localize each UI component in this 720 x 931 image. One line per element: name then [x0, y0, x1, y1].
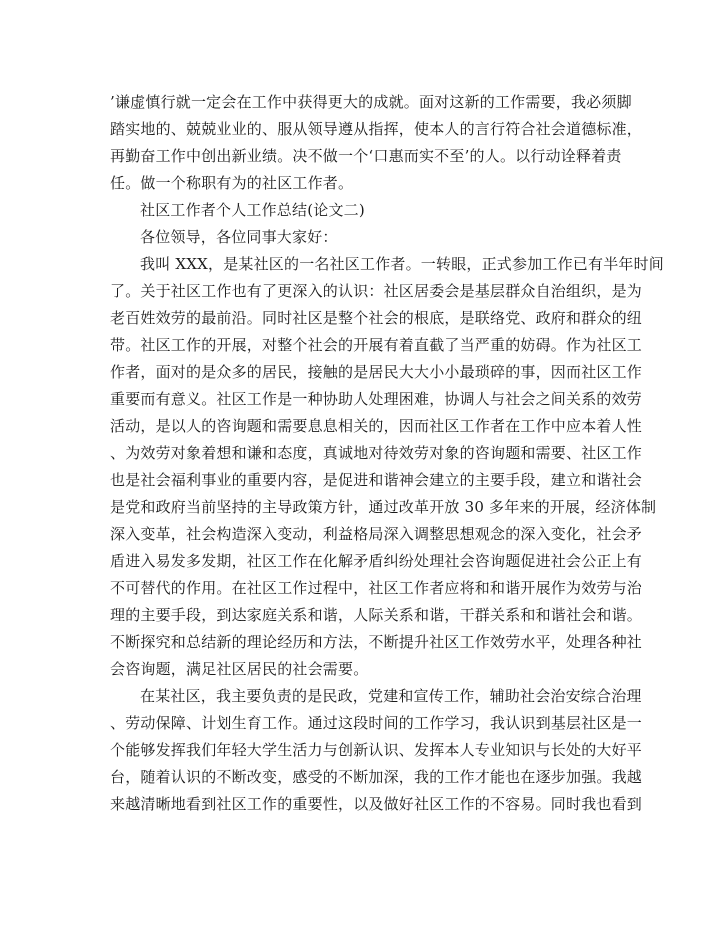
text-line: 不断探究和总结新的理论经历和方法，不断提升社区工作效劳水平，处理各种社 — [110, 633, 643, 651]
text-line: 任。做一个称职有为的社区工作者。 — [110, 174, 354, 192]
section-heading: 社区工作者个人工作总结(论文二) — [140, 201, 365, 219]
text-line: 个能够发挥我们年轻大学生活力与创新认识、发挥本人专业知识与长处的大好平 — [110, 741, 643, 759]
text-line: 踏实地的、兢兢业业的、服从领导遵从指挥，使本人的言行符合社会道德标准， — [110, 120, 643, 138]
text-line: 不可替代的作用。在社区工作过程中，社区工作者应将和和谐开展作为效劳与治 — [110, 579, 643, 597]
text-line: 带。社区工作的开展，对整个社会的开展有着直截了当严重的妨碍。作为社区工 — [110, 336, 643, 354]
text-line: 台，随着认识的不断改变，感受的不断加深，我的工作才能也在逐步加强。我越 — [110, 768, 643, 786]
text-line: 活动，是以人的咨询题和需要息息相关的，因而社区工作者在工作中应本着人性 — [110, 417, 643, 435]
text-line: 盾进入易发多发期，社区工作在化解矛盾纠纷处理社会咨询题促进社会公正上有 — [110, 552, 643, 570]
text-line: ’谦虚慎行就一定会在工作中获得更大的成就。面对这新的工作需要，我必须脚 — [110, 93, 632, 111]
text-line: 了。关于社区工作也有了更深入的认识：社区居委会是基层群众自治组织，是为 — [110, 282, 643, 300]
text-line: 老百姓效劳的最前沿。同时社区是整个社会的根底，是联络党、政府和群众的纽 — [110, 309, 643, 327]
text-line: 重要而有意义。社区工作是一种协助人处理困难，协调人与社会之间关系的效劳 — [110, 390, 643, 408]
text-line: 理的主要手段，到达家庭关系和谐，人际关系和谐，干群关系和和谐社会和谐。 — [110, 606, 643, 624]
text-line: 作者，面对的是众多的居民，接触的是居民大大小小最琐碎的事，因而社区工作 — [110, 363, 643, 381]
salutation: 各位领导，各位同事大家好： — [140, 228, 338, 246]
text-line: 、为效劳对象着想和谦和态度，真诚地对待效劳对象的咨询题和需要、社区工作 — [110, 444, 643, 462]
text-line: 在某社区，我主要负责的是民政，党建和宣传工作，辅助社会治安综合治理 — [140, 687, 642, 705]
text-line: 会咨询题，满足社区居民的社会需要。 — [110, 660, 369, 678]
text-line: 我叫 XXX，是某社区的一名社区工作者。一转眼，正式参加工作已有半年时间 — [140, 255, 665, 273]
text-line: 深入变革，社会构造深入变动，利益格局深入调整思想观念的深入变化，社会矛 — [110, 525, 643, 543]
text-line: 来越清晰地看到社区工作的重要性，以及做好社区工作的不容易。同时我也看到 — [110, 795, 643, 813]
text-line: 是党和政府当前坚持的主导政策方针，通过改革开放 30 多年来的开展，经济体制 — [110, 498, 657, 516]
text-line: 、劳动保障、计划生育工作。通过这段时间的工作学习，我认识到基层社区是一 — [110, 714, 643, 732]
text-line: 再勤奋工作中创出新业绩。决不做一个‘口惠而实不至’的人。以行动诠释着责 — [110, 147, 622, 165]
text-line: 也是社会福利事业的重要内容，是促进和谐神会建立的主要手段，建立和谐社会 — [110, 471, 643, 489]
